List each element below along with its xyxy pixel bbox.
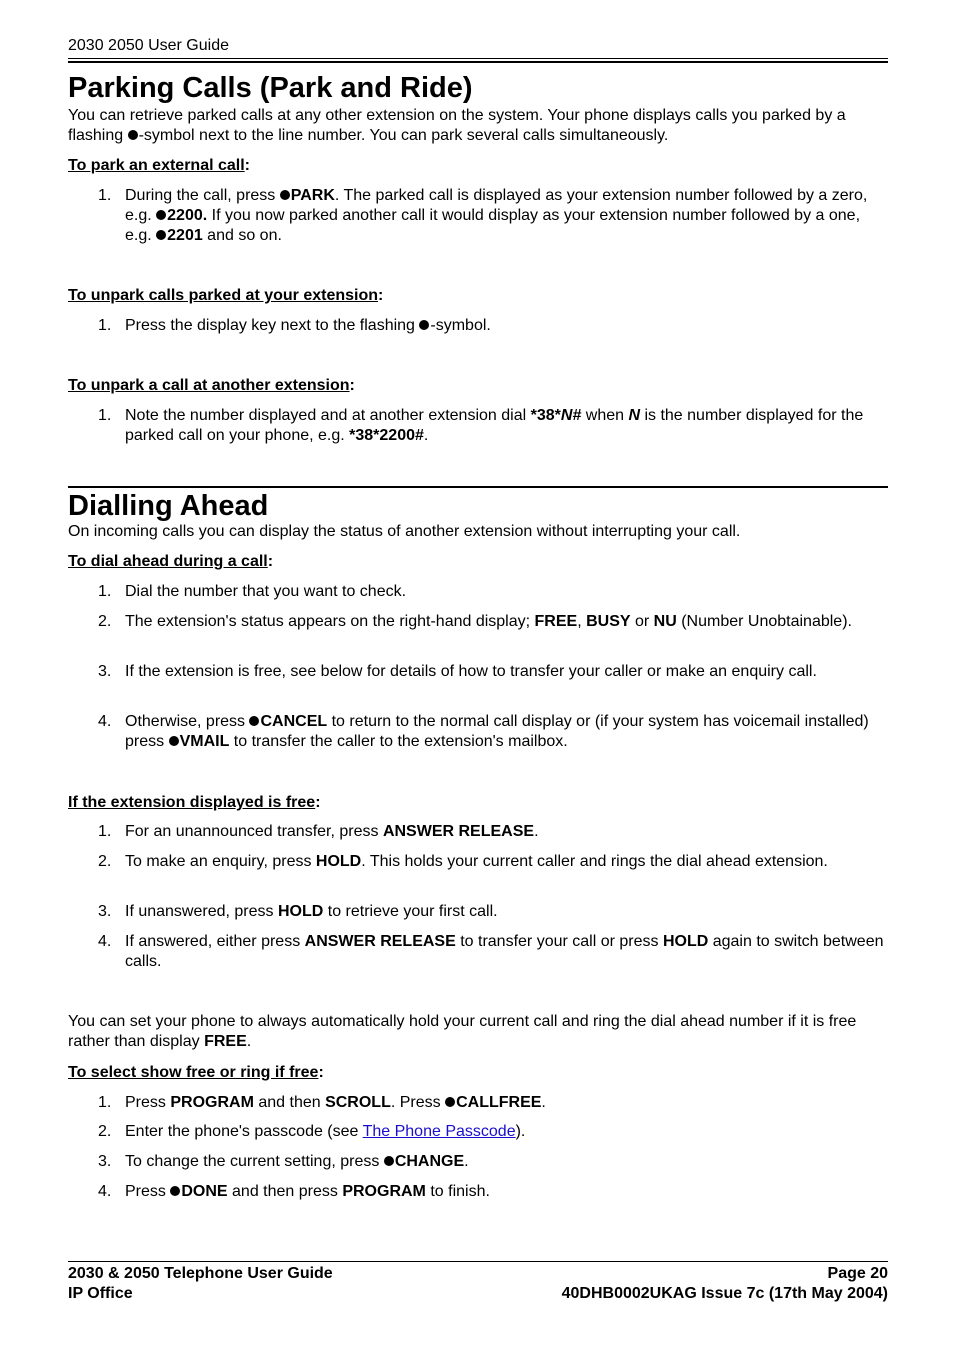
list-item: 1. Dial the number that you want to check. (98, 583, 407, 600)
flashing-symbol-icon (419, 320, 429, 330)
auto-hold-paragraph: You can set your phone to always automatically hold your current call and ring the dial ahead number if it is free rather than display FREE. (68, 1013, 857, 1050)
list-item: 3. If unanswered, press HOLD to retrieve your first call. (98, 903, 498, 920)
list-item: 1. For an unannounced transfer, press ANSWER RELEASE. (98, 823, 539, 840)
section-rule (68, 486, 888, 488)
subheading-extension-free: If the extension displayed is free: (68, 794, 321, 811)
flashing-symbol-icon (156, 230, 166, 240)
list-item: 4. Otherwise, press CANCEL to return to the normal call display or (if your system has voicemail installed) press VMAIL to transfer the caller to the extension's mailbox. (98, 713, 869, 750)
footer-rule (68, 1261, 888, 1262)
dialling-intro: On incoming calls you can display the status of another extension without interrupting your call. (68, 523, 741, 540)
list-item: 3. To change the current setting, press CHANGE. (98, 1153, 469, 1170)
subheading-unpark-own: To unpark calls parked at your extension: (68, 287, 384, 304)
flashing-symbol-icon (128, 130, 138, 140)
flashing-symbol-icon (445, 1097, 455, 1107)
section-title-dialling: Dialling Ahead (68, 490, 269, 522)
list-item: 3. If the extension is free, see below for details of how to transfer your caller or make an enquiry call. (98, 663, 817, 680)
running-header: 2030 2050 User Guide (68, 37, 229, 54)
header-rule-thin (68, 58, 888, 59)
flashing-symbol-icon (170, 1186, 180, 1196)
list-item: 1. Press PROGRAM and then SCROLL. Press CALLFREE. (98, 1094, 546, 1111)
list-item: 2. To make an enquiry, press HOLD. This holds your current caller and rings the dial ahead extension. (98, 853, 828, 870)
list-item: 2. Enter the phone's passcode (see The Phone Passcode). (98, 1123, 526, 1140)
phone-passcode-link[interactable]: The Phone Passcode (362, 1123, 516, 1140)
list-item: 4. If answered, either press ANSWER RELEASE to transfer your call or press HOLD again to switch between calls. (98, 933, 884, 970)
list-item: 1. During the call, press PARK. The parked call is displayed as your extension number followed by a zero, e.g. 2200. If you now parked another call it would display as your extension number followed by a one, e.g. 2201 and so on. (98, 187, 868, 244)
header-rule-thick (68, 61, 888, 63)
footer-issue: 40DHB0002UKAG Issue 7c (17th May 2004) (561, 1285, 888, 1302)
parking-intro: You can retrieve parked calls at any other extension on the system. Your phone displays calls you parked by a flashing -symbol next to the line number. You can park several calls simultaneously. (68, 107, 846, 144)
list-item: 4. Press DONE and then press PROGRAM to finish. (98, 1183, 490, 1200)
flashing-symbol-icon (384, 1156, 394, 1166)
list-item: 1. Press the display key next to the flashing -symbol. (98, 317, 491, 334)
list-item: 1. Note the number displayed and at another extension dial *38*N# when N is the number displayed for the parked call on your phone, e.g. *38*2200#. (98, 407, 864, 444)
list-item: 2. The extension's status appears on the right-hand display; FREE, BUSY or NU (Number Unobtainable). (98, 613, 852, 630)
footer-page-number: Page 20 (827, 1265, 888, 1282)
subheading-park-external: To park an external call: (68, 157, 250, 174)
flashing-symbol-icon (156, 210, 166, 220)
subheading-select-free: To select show free or ring if free: (68, 1064, 324, 1081)
subheading-dial-during: To dial ahead during a call: (68, 553, 274, 570)
page-footer (68, 1264, 888, 1304)
flashing-symbol-icon (280, 190, 290, 200)
footer-doc-title: 2030 & 2050 Telephone User Guide (68, 1265, 333, 1282)
section-title-parking: Parking Calls (Park and Ride) (68, 72, 473, 104)
flashing-symbol-icon (249, 716, 259, 726)
footer-product: IP Office (68, 1285, 133, 1302)
flashing-symbol-icon (169, 736, 179, 746)
subheading-unpark-other: To unpark a call at another extension: (68, 377, 355, 394)
